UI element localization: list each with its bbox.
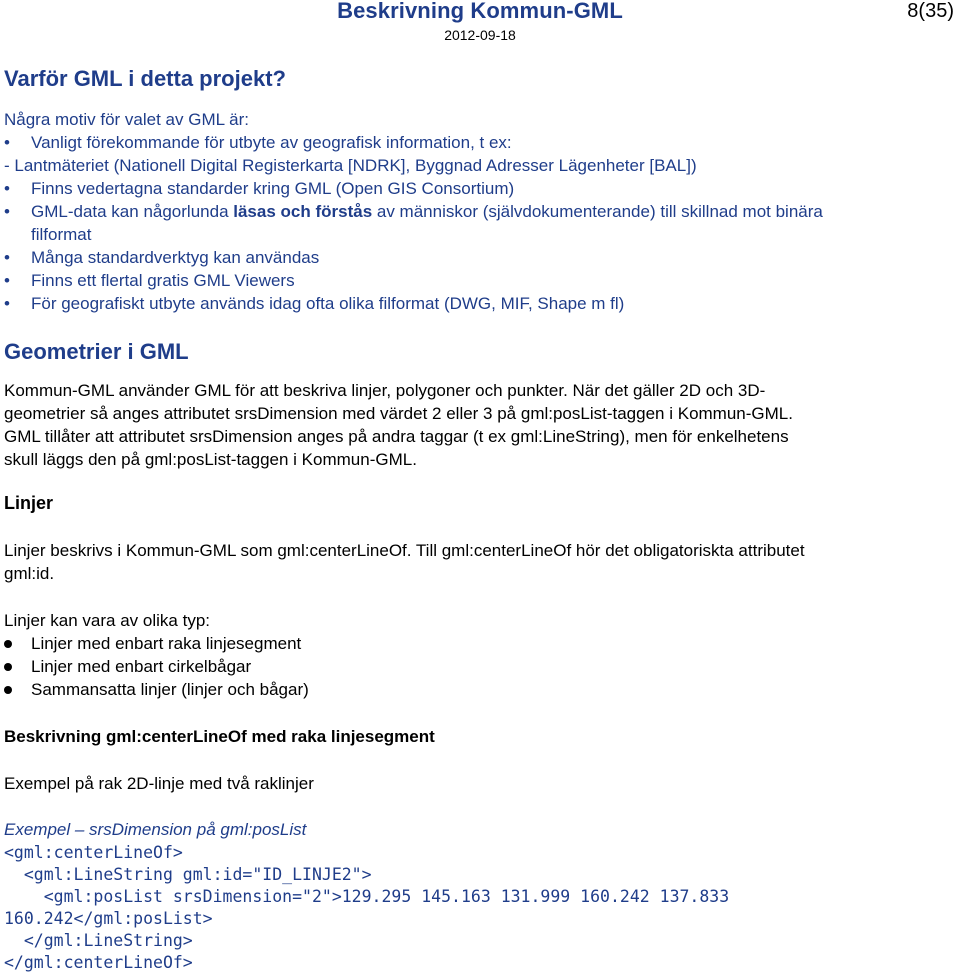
- why-sub-line: - Lantmäteriet (Nationell Digital Registerkarta [NDRK], Byggnad Adresser Lägenheter [BAL]): [4, 156, 697, 175]
- bullet-marker: •: [4, 133, 10, 152]
- code-line: <gml:centerLineOf>: [4, 843, 183, 862]
- code-line: <gml:LineString gml:id="ID_LINJE2">: [4, 865, 372, 884]
- lines-para-1: Linjer beskrivs i Kommun-GML som gml:centerLineOf. Till gml:centerLineOf hör det obligatoriskta attributet: [4, 541, 805, 560]
- page-number: 8(35): [907, 0, 954, 22]
- bullet-marker: •: [4, 248, 10, 267]
- bullet-marker: [4, 640, 12, 648]
- geometry-line-1: Kommun-GML använder GML för att beskriva linjer, polygoner och punkter. När det gäller 2D och 3D-: [4, 381, 766, 400]
- heading-why-gml: Varför GML i detta projekt?: [4, 66, 286, 91]
- geometry-line-4: skull läggs den på gml:posList-taggen i Kommun-GML.: [4, 450, 417, 469]
- emphasis-text: läsas och förstås: [233, 202, 373, 221]
- geometry-line-3: GML tillåter att attributet srsDimension anges på andra taggar (t ex gml:LineString), men för enkelhetens: [4, 427, 789, 446]
- bullet-marker: [4, 663, 12, 671]
- bullet-marker: [4, 686, 12, 694]
- heading-geometry: Geometrier i GML: [4, 339, 189, 364]
- bullet-marker: •: [4, 179, 10, 198]
- document-title: Beskrivning Kommun-GML: [337, 0, 623, 23]
- heading-lines: Linjer: [4, 493, 54, 513]
- example-intro: Exempel på rak 2D-linje med två raklinjer: [4, 774, 314, 793]
- example-label: Exempel – srsDimension på gml:posList: [4, 820, 307, 839]
- bullet-marker: •: [4, 271, 10, 290]
- document-date: 2012-09-18: [444, 27, 516, 43]
- code-line: 160.242</gml:posList>: [4, 909, 213, 928]
- code-line: </gml:centerLineOf>: [4, 953, 193, 972]
- lines-para-2: gml:id.: [4, 564, 55, 583]
- why-intro: Några motiv för valet av GML är:: [4, 110, 250, 129]
- bullet-marker: •: [4, 294, 10, 313]
- geometry-line-2: geometrier så anges attributet srsDimension med värdet 2 eller 3 på gml:posList-taggen i Kommun-GML.: [4, 404, 793, 423]
- document-page: Beskrivning Kommun-GML 8(35) 2012-09-18 Varför GML i detta projekt? Några motiv för valet av GML är: • Vanligt förekommande för utbyte av geografisk information, t ex: - Lantmäteriet (Nationell Digital Registerkarta [NDRK], Byggnad Adresser Lägenheter [BAL]) • Finns vedertagna standarder kring GML (Open GIS Consortium) • GML-data kan någorlunda läsas och förstås av människor (självdokumenterande) till skillnad mot binära filformat • Många standardverktyg kan användas • Finns ett flertal gratis GML Viewers • För geografiskt utbyte används idag ofta olika filformat (DWG, MIF, Shape m fl) Geometrier i GML Kommun-GML använder GML för att beskriva linjer, polygoner och punkter. När det gäller 2D och 3D- geometrier så anges attributet srsDimension med värdet 2 eller 3 på gml:posList-taggen i Kommun-GML. GML tillåter att attributet srsDimension anges på andra taggar (t ex gml:LineString), men för enkelhetens skull läggs den på gml:posList-taggen i Kommun-GML. Linjer Linjer beskrivs i Kommun-GML som gml:centerLineOf. Till gml:centerLineOf hör det obligatoriskta attributet gml:id. Linjer kan vara av olika typ: Linjer med enbart raka linjesegment Linjer med enbart cirkelbågar Sammansatta linjer (linjer och bågar) Beskrivning gml:centerLineOf med raka linjesegment Exempel på rak 2D-linje med två raklinjer Exempel – srsDimension på gml:posList <gml:centerLineOf> <gml:LineString gml:id="ID_LINJE2"> <gml:posList srsDimension="2">129.295 145.163 131.999 160.242 137.833 160.242</gml:posList> </gml:LineString> </gml:centerLineOf>: [0, 0, 960, 976]
- code-line: </gml:LineString>: [4, 931, 193, 950]
- lines-types-intro: Linjer kan vara av olika typ:: [4, 611, 210, 630]
- bullet-marker: •: [4, 202, 10, 221]
- code-line: <gml:posList srsDimension="2">129.295 145.163 131.999 160.242 137.833: [4, 887, 730, 906]
- why-bullet-3-continuation: filformat: [31, 225, 92, 244]
- heading-straight-segments: Beskrivning gml:centerLineOf med raka linjesegment: [4, 727, 435, 746]
